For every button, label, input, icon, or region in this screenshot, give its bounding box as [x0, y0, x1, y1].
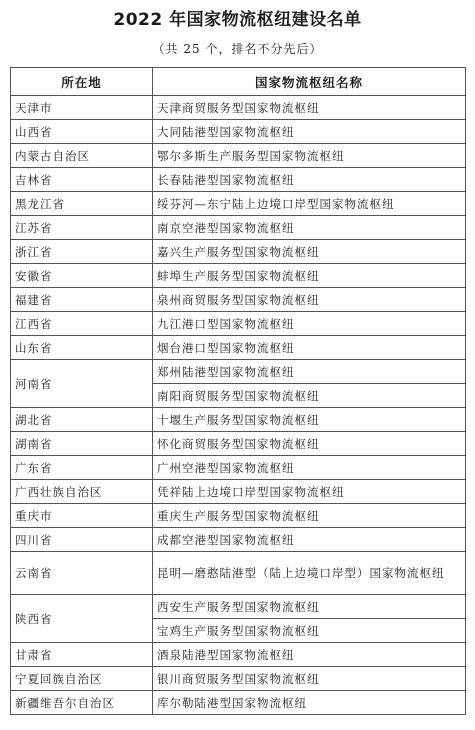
table-row [11, 408, 466, 432]
table-row [11, 432, 466, 456]
region-cell: 重庆市 [11, 504, 153, 528]
table-row [11, 288, 466, 312]
table-body [11, 96, 466, 715]
table-row [11, 456, 466, 480]
region-cell: 甘肃省 [11, 643, 153, 667]
hub-name-cell: 南京空港型国家物流枢纽 [153, 216, 466, 240]
region-cell: 浙江省 [11, 240, 153, 264]
table-row [11, 312, 466, 336]
region-cell: 湖北省 [11, 408, 153, 432]
hub-name-cell: 西安生产服务型国家物流枢纽 [153, 595, 466, 619]
hub-name-cell: 怀化商贸服务型国家物流枢纽 [153, 432, 466, 456]
hub-name-cell: 银川商贸服务型国家物流枢纽 [153, 667, 466, 691]
hub-name-cell: 南阳商贸服务型国家物流枢纽 [153, 384, 466, 408]
hub-name-cell: 重庆生产服务型国家物流枢纽 [153, 504, 466, 528]
table-row [11, 168, 466, 192]
region-cell: 湖南省 [11, 432, 153, 456]
region-cell: 江西省 [11, 312, 153, 336]
table-row [11, 216, 466, 240]
region-cell: 河南省 [11, 360, 153, 408]
region-cell: 山东省 [11, 336, 153, 360]
table-row [11, 240, 466, 264]
hub-name-cell: 宝鸡生产服务型国家物流枢纽 [153, 619, 466, 643]
region-cell: 四川省 [11, 528, 153, 552]
region-cell: 云南省 [11, 552, 153, 595]
region-cell: 广东省 [11, 456, 153, 480]
hub-name-cell: 泉州商贸服务型国家物流枢纽 [153, 288, 466, 312]
hub-name-cell: 鄂尔多斯生产服务型国家物流枢纽 [153, 144, 466, 168]
hub-name-cell: 绥芬河—东宁陆上边境口岸型国家物流枢纽 [153, 192, 466, 216]
hub-name-cell: 昆明—磨憨陆港型（陆上边境口岸型）国家物流枢纽 [153, 552, 466, 595]
region-cell: 安徽省 [11, 264, 153, 288]
hub-name-cell: 凭祥陆上边境口岸型国家物流枢纽 [153, 480, 466, 504]
hub-name-cell: 长春陆港型国家物流枢纽 [153, 168, 466, 192]
table-row [11, 264, 466, 288]
table-row [11, 667, 466, 691]
region-cell: 山西省 [11, 120, 153, 144]
table-row [11, 528, 466, 552]
hub-name-cell: 天津商贸服务型国家物流枢纽 [153, 96, 466, 120]
hub-name-cell: 十堰生产服务型国家物流枢纽 [153, 408, 466, 432]
table-row [11, 120, 466, 144]
table-row [11, 691, 466, 715]
hub-list-table [10, 67, 466, 715]
hub-name-cell: 大同陆港型国家物流枢纽 [153, 120, 466, 144]
document-title: 2022 年国家物流枢纽建设名单 [113, 10, 362, 30]
hub-name-cell: 蚌埠生产服务型国家物流枢纽 [153, 264, 466, 288]
region-cell: 天津市 [11, 96, 153, 120]
table-header-row [11, 68, 466, 96]
hub-name-cell: 嘉兴生产服务型国家物流枢纽 [153, 240, 466, 264]
table-row [11, 504, 466, 528]
table-row [11, 643, 466, 667]
region-cell: 新疆维吾尔自治区 [11, 691, 153, 715]
region-cell: 江苏省 [11, 216, 153, 240]
column-header-region: 所在地 [11, 68, 153, 96]
table-row [11, 480, 466, 504]
column-header-hub-name: 国家物流枢纽名称 [153, 68, 466, 96]
table-row [11, 336, 466, 360]
hub-name-cell: 九江港口型国家物流枢纽 [153, 312, 466, 336]
table-row [11, 552, 466, 595]
hub-name-cell: 郑州陆港型国家物流枢纽 [153, 360, 466, 384]
region-cell: 吉林省 [11, 168, 153, 192]
hub-name-cell: 库尔勒陆港型国家物流枢纽 [153, 691, 466, 715]
table-row [11, 144, 466, 168]
region-cell: 福建省 [11, 288, 153, 312]
table-row [11, 192, 466, 216]
hub-name-cell: 成都空港型国家物流枢纽 [153, 528, 466, 552]
table-row [11, 96, 466, 120]
hub-name-cell: 广州空港型国家物流枢纽 [153, 456, 466, 480]
hub-name-cell: 烟台港口型国家物流枢纽 [153, 336, 466, 360]
document-subtitle: （共 25 个，排名不分先后） [152, 42, 323, 56]
table-row [11, 360, 466, 384]
region-cell: 宁夏回族自治区 [11, 667, 153, 691]
hub-name-cell: 酒泉陆港型国家物流枢纽 [153, 643, 466, 667]
region-cell: 陕西省 [11, 595, 153, 643]
table-row [11, 595, 466, 619]
region-cell: 广西壮族自治区 [11, 480, 153, 504]
region-cell: 黑龙江省 [11, 192, 153, 216]
region-cell: 内蒙古自治区 [11, 144, 153, 168]
